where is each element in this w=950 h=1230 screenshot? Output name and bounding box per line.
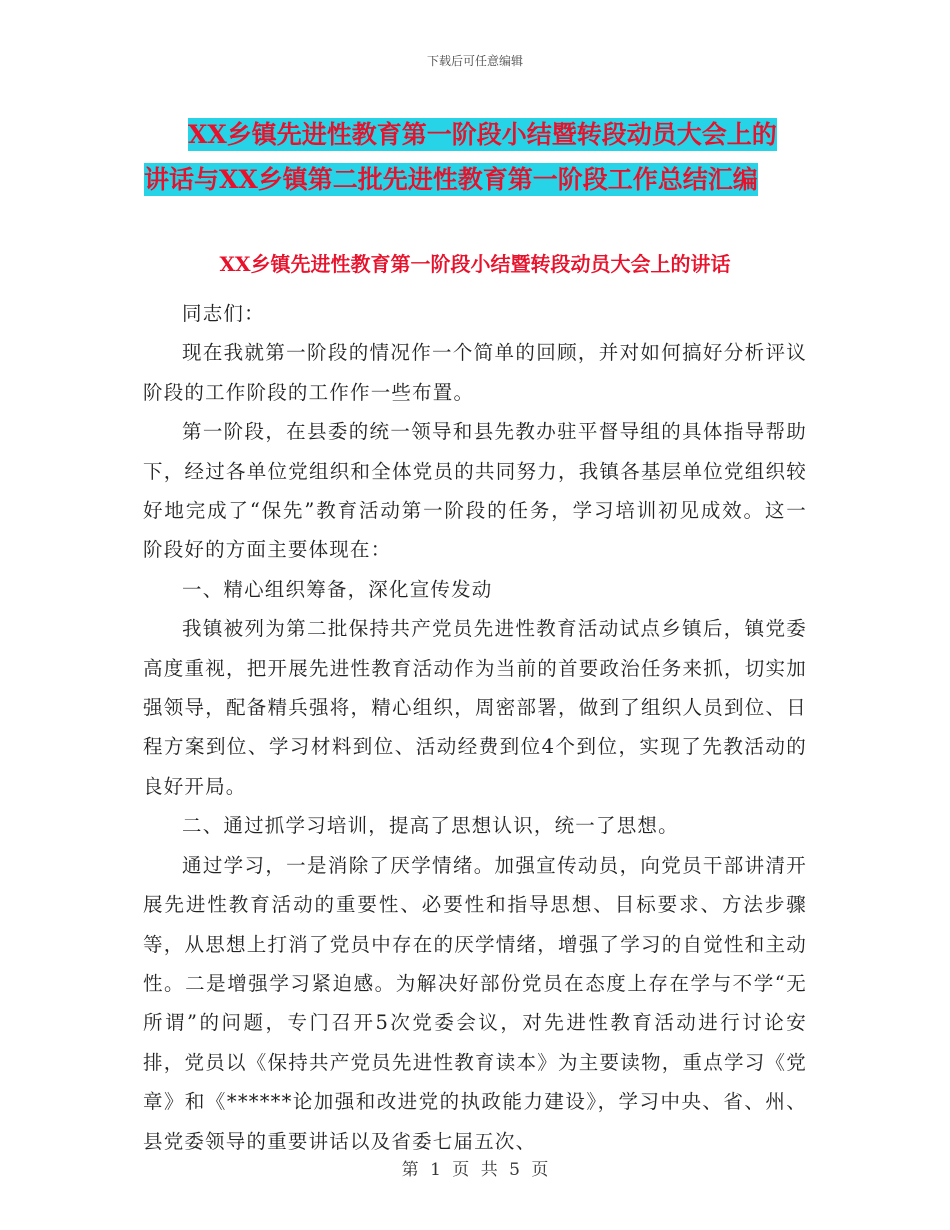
title-line-2: [144, 157, 808, 202]
title-line-1: [148, 112, 808, 157]
document-title: [144, 112, 808, 202]
paragraph-first-stage: 第一阶段，在县委的统一领导和县先教办驻平督导组的具体指导帮助下，经过各单位党组织和全体党员的共同努力，我镇各基层单位党组织较好地完成了“保先”教育活动第一阶段的任务，学习培训初见成效。这一阶段好的方面主要体现在：: [143, 420, 807, 562]
paragraph-heading-1: 一、精心组织筹备，深化宣传发动: [182, 577, 493, 601]
title-line-2-highlight: 讲话与XX乡镇第二批先进性教育第一阶段工作总结汇编: [144, 165, 758, 194]
paragraph-intro: 现在我就第一阶段的情况作一个简单的回顾，并对如何搞好分析评议阶段的工作阶段的工作作一些布置。: [143, 341, 807, 404]
paragraph-salutation: 同志们：: [182, 302, 265, 325]
page-footer: 第 1 页 共 5 页: [401, 1160, 549, 1180]
paragraph-organization: 我镇被列为第二批保持共产党员先进性教育活动试点乡镇后，镇党委高度重视，把开展先进性教育活动作为当前的首要政治任务来抓，切实加强领导，配备精兵强将，精心组织，周密部署，做到了组织人员到位、日程方案到位、学习材料到位、活动经费到位4个到位，实现了先教活动的良好开局。: [143, 617, 807, 798]
body-text: [143, 294, 807, 1161]
section-title: XX乡镇先进性教育第一阶段小结暨转段动员大会上的讲话: [219, 252, 731, 276]
header-note: 下载后可任意编辑: [426, 54, 523, 68]
title-line-1-highlight: XX乡镇先进性教育第一阶段小结暨转段动员大会上的: [188, 120, 777, 149]
paragraph-heading-2: 二、通过抓学习培训，提高了思想认识，统一了思想。: [182, 814, 679, 838]
paragraph-study: 通过学习，一是消除了厌学情绪。加强宣传动员，向党员干部讲清开展先进性教育活动的重要性、必要性和指导思想、目标要求、方法步骤等，从思想上打消了党员中存在的厌学情绪，增强了学习的自觉性和主动性。二是增强学习紧迫感。为解决好部份党员在态度上存在学与不学“无所谓”的问题，专门召开5次党委会议，对先进性教育活动进行讨论安排，党员以《保持共产党员先进性教育读本》为主要读物，重点学习《党章》和《******论加强和改进党的执政能力建设》，学习中央、省、州、县党委领导的重要讲话以及省委七届五次、: [143, 853, 807, 1153]
